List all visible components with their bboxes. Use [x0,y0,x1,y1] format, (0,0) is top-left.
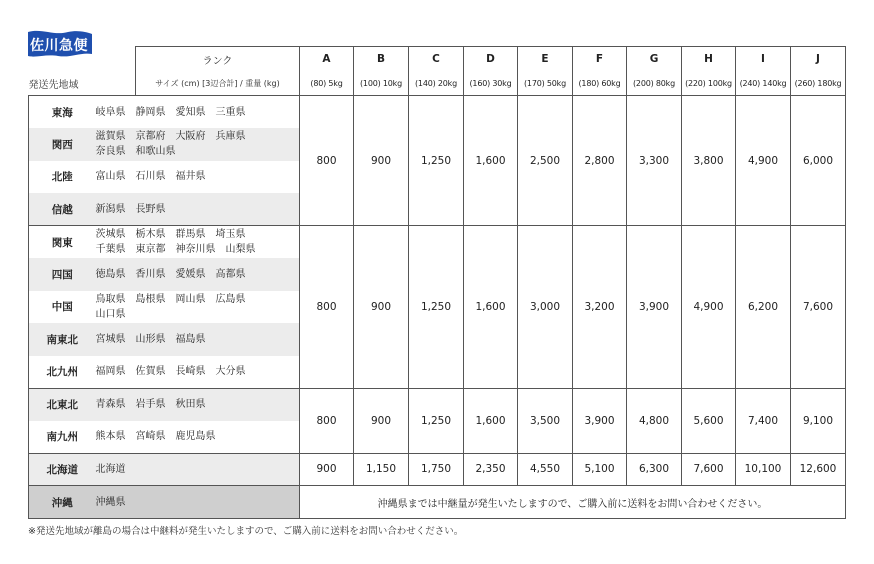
price-cell: 4,800 [627,388,682,453]
price-cell: 6,000 [791,96,846,226]
price-cell: 800 [300,96,354,226]
prefecture-line: 熊本県 宮崎県 鹿児島県 [95,431,216,442]
rank-e: E [518,47,573,72]
logo-text: 佐川急便 [30,38,88,54]
price-cell: 1,750 [409,453,464,486]
prefecture-list [96,486,300,519]
price-cell: 3,000 [518,226,573,389]
price-cell: 7,600 [682,453,736,486]
region-name: 北東北 [29,388,96,421]
price-cell: 900 [354,96,409,226]
spec-e: (170) 50kg [518,72,573,96]
price-cell: 2,800 [573,96,627,226]
price-cell: 800 [300,388,354,453]
price-cell: 3,800 [682,96,736,226]
prefecture-list [96,258,300,291]
region-row-okinawa [29,486,846,519]
prefecture-list [96,226,300,259]
prefecture-list [96,128,300,161]
price-cell: 1,250 [409,96,464,226]
shipping-rate-table [28,46,846,519]
region-row [29,453,846,486]
price-cell: 6,300 [627,453,682,486]
region-name: 関西 [29,128,96,161]
prefecture-list [96,193,300,226]
price-cell: 1,250 [409,226,464,389]
price-cell: 5,100 [573,453,627,486]
rank-c: C [409,47,464,72]
price-cell: 4,550 [518,453,573,486]
prefecture-line: 青森県 岩手県 秋田県 [95,399,206,410]
prefecture-line: 岐阜県 静岡県 愛知県 三重県 [95,106,246,118]
okinawa-notice: 沖縄県までは中継量が発生いたしますので、ご購入前に送料をお問い合わせください。 [300,486,846,519]
price-cell: 3,900 [573,388,627,453]
prefecture-line: 山口県 [95,308,126,320]
rank-i: I [736,47,791,72]
prefecture-list [96,291,300,324]
region-name: 東海 [29,96,96,129]
spec-h: (220) 100kg [682,72,736,96]
prefecture-line: 奈良県 和歌山県 [95,146,176,158]
prefecture-list [96,96,300,129]
price-cell: 7,600 [791,226,846,389]
header-blank [29,47,136,72]
price-cell: 900 [354,388,409,453]
rank-g: G [627,47,682,72]
footnote: ※発送先地域が離島の場合は中継料が発生いたしますので、ご購入前に送料をお問い合わせください。 [28,526,464,537]
region-name: 南東北 [29,323,96,356]
price-cell: 3,300 [627,96,682,226]
region-row [29,96,846,129]
price-cell: 4,900 [736,96,791,226]
spec-i: (240) 140kg [736,72,791,96]
prefecture-list [96,161,300,194]
price-cell: 1,150 [354,453,409,486]
destination-label: 発送先地域 [29,72,136,96]
region-name: 北海道 [29,453,96,486]
price-cell: 2,500 [518,96,573,226]
price-cell: 1,600 [464,96,518,226]
spec-f: (180) 60kg [573,72,627,96]
price-cell: 9,100 [791,388,846,453]
rank-j: J [791,47,846,72]
price-cell: 3,900 [627,226,682,389]
price-cell: 4,900 [682,226,736,389]
region-name: 南九州 [29,421,96,454]
spec-a: (80) 5kg [300,72,354,96]
spec-d: (160) 30kg [464,72,518,96]
region-name: 信越 [29,193,96,226]
region-name: 中国 [29,291,96,324]
prefecture-line: 宮城県 山形県 福島県 [95,333,206,345]
price-cell: 10,100 [736,453,791,486]
prefecture-line: 沖縄県 [95,496,126,508]
prefecture-list [96,388,300,421]
prefecture-line: 福岡県 佐賀県 長崎県 大分県 [95,366,246,377]
prefecture-line: 千葉県 東京都 神奈川県 山梨県 [95,244,256,255]
price-cell: 1,600 [464,226,518,389]
prefecture-line: 徳島県 香川県 愛媛県 高都県 [95,268,246,280]
spec-g: (200) 80kg [627,72,682,96]
price-cell: 800 [300,226,354,389]
rank-a: A [300,47,354,72]
price-cell: 7,400 [736,388,791,453]
price-cell: 5,600 [682,388,736,453]
prefecture-list [96,356,300,389]
prefecture-list [96,453,300,486]
price-cell: 2,350 [464,453,518,486]
price-cell: 900 [354,226,409,389]
prefecture-line: 北海道 [95,463,126,475]
region-row [29,226,846,259]
region-name: 四国 [29,258,96,291]
price-cell: 3,200 [573,226,627,389]
rank-d: D [464,47,518,72]
rank-f: F [573,47,627,72]
prefecture-line: 滋賀県 京都府 大阪府 兵庫県 [95,131,246,143]
region-name: 北陸 [29,161,96,194]
prefecture-list [96,421,300,454]
spec-b: (100) 10kg [354,72,409,96]
rank-label: ランク [136,47,300,72]
prefecture-line: 茨城県 栃木県 群馬県 埼玉県 [95,229,246,240]
region-name: 北九州 [29,356,96,389]
rank-b: B [354,47,409,72]
region-name: 沖縄 [29,486,96,519]
spec-j: (260) 180kg [791,72,846,96]
rank-h: H [682,47,736,72]
spec-c: (140) 20kg [409,72,464,96]
prefecture-line: 鳥取県 島根県 岡山県 広島県 [95,293,246,305]
price-cell: 1,600 [464,388,518,453]
price-cell: 12,600 [791,453,846,486]
prefecture-line: 富山県 石川県 福井県 [95,171,206,183]
prefecture-list [96,323,300,356]
region-row [29,388,846,421]
region-name: 関東 [29,226,96,259]
price-cell: 1,250 [409,388,464,453]
size-weight-label: サイズ (cm) [3辺合計] / 重量 (kg) [136,72,300,96]
price-cell: 3,500 [518,388,573,453]
price-cell: 6,200 [736,226,791,389]
prefecture-line: 新潟県 長野県 [95,203,166,215]
price-cell: 900 [300,453,354,486]
